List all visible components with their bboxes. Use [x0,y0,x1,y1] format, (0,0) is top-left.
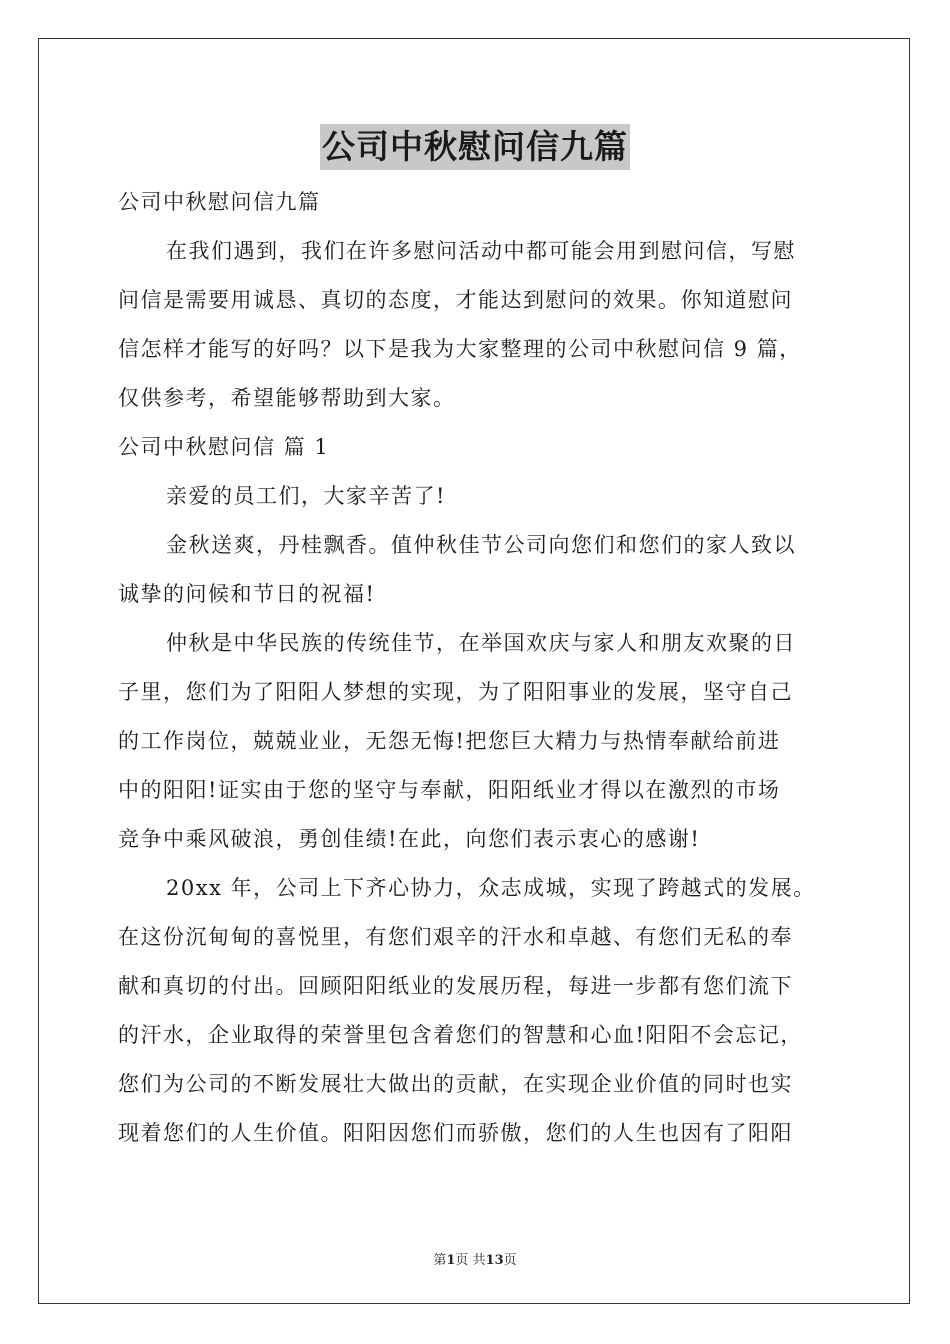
text-line: 信怎样才能写的好吗？以下是我为大家整理的公司中秋慰问信 9 篇， [118,337,802,361]
title-container [0,124,950,170]
text-line: 在这份沉甸甸的喜悦里，有您们艰辛的汗水和卓越、有您们无私的奉 [118,925,793,949]
text-line: 在我们遇到，我们在许多慰问活动中都可能会用到慰问信，写慰 [166,239,796,263]
document-body [118,178,833,1158]
footer-page-number: 1 [446,1253,456,1268]
text-line: 问信是需要用诚恳、真切的态度，才能达到慰问的效果。你知道慰问 [118,288,793,312]
text-line: 的工作岗位，兢兢业业，无怨无悔!把您巨大精力与热情奉献给前进 [118,729,781,753]
text-line: 献和真切的付出。回顾阳阳纸业的发展历程，每进一步都有您们流下 [118,974,793,998]
page-footer [0,1249,950,1268]
text-line: 公司中秋慰问信九篇 [118,190,321,214]
footer-prefix: 第 [433,1253,447,1268]
text-line: 金秋送爽，丹桂飘香。值仲秋佳节公司向您们和您们的家人致以 [166,533,796,557]
text-line: 子里，您们为了阳阳人梦想的实现，为了阳阳事业的发展，坚守自己 [118,680,793,704]
text-line: 20xx 年，公司上下齐心协力，众志成城，实现了跨越式的发展。 [166,876,816,900]
footer-suffix: 页 [503,1253,517,1268]
footer-total-pages: 13 [485,1253,504,1268]
footer-middle: 页 共 [455,1253,486,1268]
text-line: 中的阳阳!证实由于您的坚守与奉献，阳阳纸业才得以在激烈的市场 [118,778,781,802]
text-line: 仅供参考，希望能够帮助到大家。 [118,386,456,410]
text-line: 仲秋是中华民族的传统佳节，在举国欢庆与家人和朋友欢聚的日 [166,631,796,655]
text-line: 亲爱的员工们，大家辛苦了! [166,484,446,508]
text-line: 诚挚的问候和节日的祝福! [118,582,376,606]
text-line: 的汗水，企业取得的荣誉里包含着您们的智慧和心血!阳阳不会忘记， [118,1023,803,1047]
document-title: 公司中秋慰问信九篇 [320,124,630,170]
text-line: 竞争中乘风破浪，勇创佳绩!在此，向您们表示衷心的感谢! [118,827,701,851]
text-line: 公司中秋慰问信 篇 1 [118,435,330,459]
text-line: 您们为公司的不断发展壮大做出的贡献，在实现企业价值的同时也实 [118,1072,793,1096]
text-line: 现着您们的人生价值。阳阳因您们而骄傲，您们的人生也因有了阳阳 [118,1121,793,1145]
